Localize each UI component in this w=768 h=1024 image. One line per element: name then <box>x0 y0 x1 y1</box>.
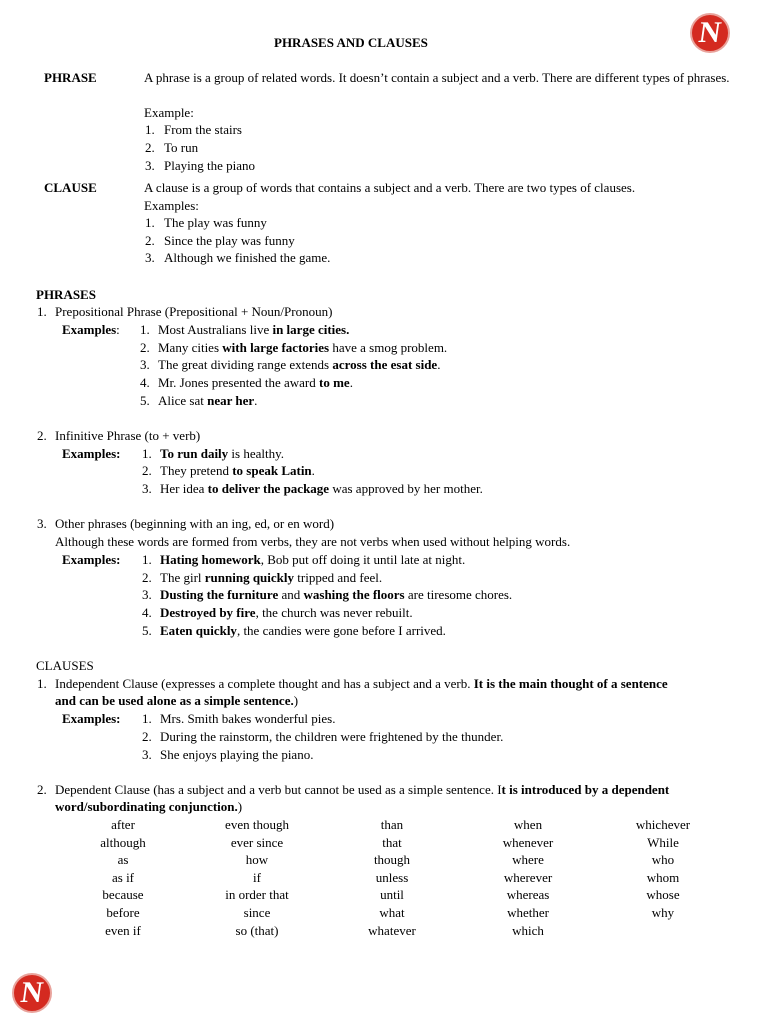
example-sentence: Destroyed by fire, the church was never rebuilt. <box>160 605 413 620</box>
phrase-definition: A phrase is a group of related words. It doesn’t contain a subject and a verb. There are different types of phrases. <box>144 70 730 85</box>
conjunction-word: which <box>512 922 544 938</box>
prepositional-title: Prepositional Phrase (Prepositional + Noun/Pronoun) <box>55 304 333 319</box>
section-num: 1. <box>37 676 47 691</box>
example-num: 1. <box>142 552 152 567</box>
logo-top: N <box>690 13 730 53</box>
example-num: 2. <box>142 463 152 478</box>
conjunction-word: as <box>117 852 129 868</box>
conjunction-word: because <box>102 887 144 903</box>
infinitive-examples-label: Examples: <box>62 446 121 461</box>
clause-definition: A clause is a group of words that contains a subject and a verb. There are two types of clauses. <box>144 180 636 195</box>
phrase-example: Playing the piano <box>164 158 255 173</box>
conjunction-word: what <box>379 904 405 920</box>
conjunction-word: whether <box>507 904 549 920</box>
phrase-example: To run <box>164 140 199 155</box>
conjunction-word: so (that) <box>235 922 279 938</box>
conjunction-word: although <box>100 834 146 850</box>
other-examples-label: Examples: <box>62 552 121 567</box>
conjunction-word: before <box>106 904 140 920</box>
conjunction-column <box>337 816 447 939</box>
conjunction-word: who <box>651 852 675 868</box>
phrases-heading: PHRASES <box>36 287 96 302</box>
example-sentence: They pretend to speak Latin. <box>160 463 315 478</box>
section-num: 3. <box>37 516 47 531</box>
example-num: 5. <box>142 623 152 638</box>
conjunction-word: whereas <box>506 887 550 903</box>
conjunction-word: until <box>380 887 404 903</box>
example-sentence: Many cities with large factories have a smog problem. <box>158 340 448 355</box>
conjunction-word: whenever <box>502 834 554 850</box>
conjunction-word: though <box>373 852 411 868</box>
conjunction-word: While <box>647 834 679 850</box>
example-num: 4. <box>142 605 152 620</box>
conjunction-word: even though <box>225 817 289 832</box>
example-sentence: Mrs. Smith bakes wonderful pies. <box>160 711 336 726</box>
example-sentence: She enjoys playing the piano. <box>160 747 314 762</box>
example-num: 2. <box>140 340 150 355</box>
phrase-term: PHRASE <box>44 70 97 85</box>
independent-line-1: Independent Clause (expresses a complete thought and has a subject and a verb. It is the main thought of a sentence <box>55 676 668 691</box>
clause-term: CLAUSE <box>44 180 97 195</box>
example-num: 2. <box>142 570 152 585</box>
dependent-line-1: Dependent Clause (has a subject and a verb but cannot be used as a simple sentence. It is introduced by a dependent <box>55 782 670 797</box>
clause-example-num: 3. <box>145 250 155 265</box>
independent-examples-label: Examples: <box>62 711 121 726</box>
conjunction-word: when <box>513 817 543 832</box>
conjunction-word: whatever <box>368 922 416 938</box>
example-sentence: Alice sat near her. <box>158 393 258 408</box>
section-num: 1. <box>37 304 47 319</box>
phrase-example-label: Example: <box>144 105 194 120</box>
example-num: 1. <box>142 446 152 461</box>
dependent-line-2: word/subordinating conjunction.) <box>55 799 243 814</box>
clause-example-num: 1. <box>145 215 155 230</box>
conjunction-word: since <box>243 904 271 920</box>
conjunction-word: where <box>512 852 544 868</box>
example-sentence: Mr. Jones presented the award to me. <box>158 375 353 390</box>
clauses-heading: CLAUSES <box>36 658 94 673</box>
clause-example-num: 2. <box>145 233 155 248</box>
phrase-example-num: 2. <box>145 140 155 155</box>
example-sentence: Dusting the furniture and washing the floors are tiresome chores. <box>160 587 513 602</box>
example-num: 3. <box>142 747 152 762</box>
conjunction-column <box>202 816 312 939</box>
conjunction-word: if <box>253 869 261 885</box>
conjunction-column <box>68 816 178 939</box>
example-num: 2. <box>142 729 152 744</box>
example-sentence: Her idea to deliver the package was approved by her mother. <box>160 481 483 496</box>
conjunction-word: even if <box>105 922 141 938</box>
conjunction-word: whichever <box>635 817 691 832</box>
example-num: 1. <box>142 711 152 726</box>
conjunction-word <box>608 922 718 940</box>
example-num: 1. <box>140 322 150 337</box>
conjunction-word: wherever <box>503 869 553 885</box>
phrase-example: From the stairs <box>164 122 242 137</box>
logo-bottom: N <box>12 973 52 1013</box>
example-num: 3. <box>142 587 152 602</box>
section-num: 2. <box>37 428 47 443</box>
clause-example-label: Examples: <box>144 198 199 213</box>
conjunction-column <box>473 816 583 939</box>
conjunction-word: unless <box>375 869 409 885</box>
conjunction-word: that <box>382 834 402 850</box>
conjunction-word: as if <box>111 869 135 885</box>
example-sentence: The girl running quickly tripped and feel. <box>160 570 383 585</box>
independent-line-2: and can be used alone as a simple sentence.) <box>55 693 299 708</box>
conjunction-word: after <box>111 817 135 832</box>
conjunction-column <box>608 816 718 939</box>
conjunction-word: than <box>380 817 404 832</box>
clause-example: The play was funny <box>164 215 267 230</box>
conjunction-word: why <box>651 904 675 920</box>
clause-example: Although we finished the game. <box>164 250 331 265</box>
prepositional-examples-label: Examples: <box>62 322 120 337</box>
clause-example: Since the play was funny <box>164 233 295 248</box>
conjunction-word: whom <box>646 869 680 885</box>
example-sentence: Eaten quickly, the candies were gone before I arrived. <box>160 623 446 638</box>
example-num: 3. <box>142 481 152 496</box>
example-num: 3. <box>140 357 150 372</box>
phrase-example-num: 1. <box>145 122 155 137</box>
example-sentence: During the rainstorm, the children were frightened by the thunder. <box>160 729 504 744</box>
infinitive-title: Infinitive Phrase (to + verb) <box>55 428 201 443</box>
other-title: Other phrases (beginning with an ing, ed, or en word) <box>55 516 335 531</box>
page-title: PHRASES AND CLAUSES <box>274 35 428 50</box>
conjunction-word: how <box>245 852 269 868</box>
example-sentence: The great dividing range extends across the esat side. <box>158 357 441 372</box>
other-note: Although these words are formed from verbs, they are not verbs when used without helping words. <box>55 534 571 549</box>
example-sentence: Most Australians live in large cities. <box>158 322 350 337</box>
conjunction-word: ever since <box>230 834 284 850</box>
section-num: 2. <box>37 782 47 797</box>
example-num: 4. <box>140 375 150 390</box>
example-sentence: Hating homework, Bob put off doing it until late at night. <box>160 552 466 567</box>
conjunction-word: in order that <box>225 887 289 903</box>
example-num: 5. <box>140 393 150 408</box>
conjunction-word: whose <box>646 887 680 903</box>
phrase-example-num: 3. <box>145 158 155 173</box>
example-sentence: To run daily is healthy. <box>160 446 285 461</box>
